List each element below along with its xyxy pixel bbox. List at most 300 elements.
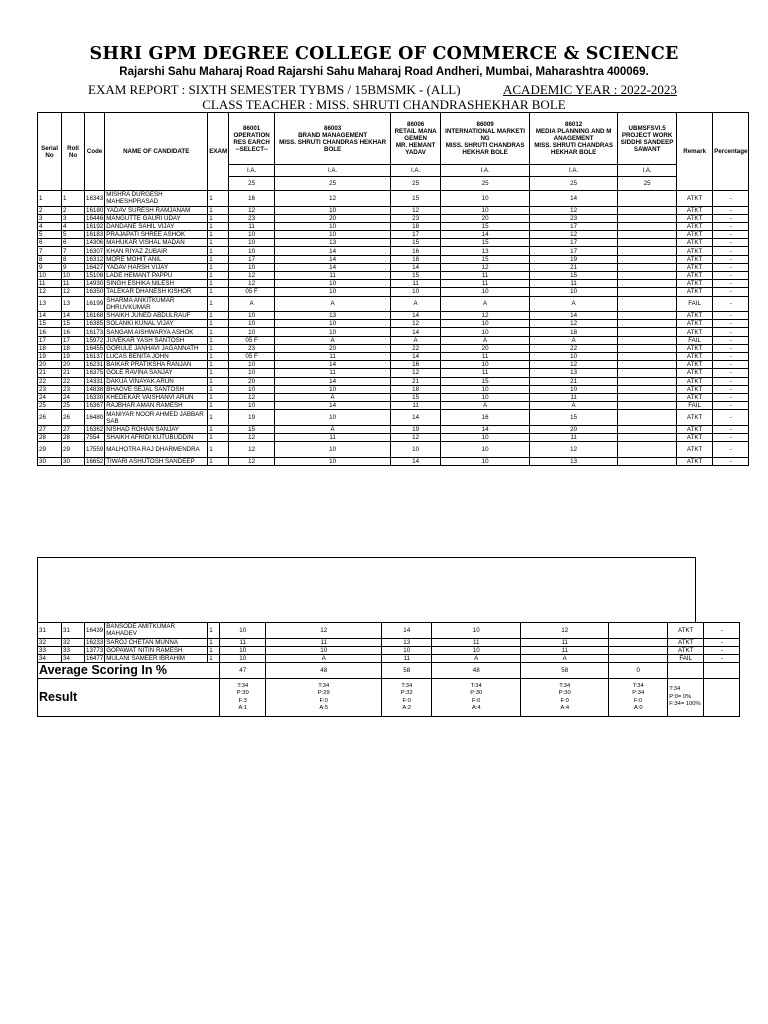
marks-cell: 10 <box>441 191 530 207</box>
average-value: 0 <box>609 663 668 679</box>
marks-cell: 14 <box>275 247 391 255</box>
percentage-cell: - <box>713 206 749 214</box>
marks-cell: 10 <box>229 320 275 328</box>
marks-cell <box>618 255 677 263</box>
marks-cell: 11 <box>275 434 391 442</box>
serial-no: 13 <box>38 296 62 312</box>
remark-cell: ATKT <box>677 231 713 239</box>
percentage-cell: - <box>713 377 749 385</box>
average-value: 47 <box>220 663 266 679</box>
marks-cell <box>618 336 677 344</box>
marks-cell <box>609 638 668 646</box>
roll-no: 26 <box>62 410 85 426</box>
table-row <box>38 646 740 654</box>
table-row <box>38 402 749 410</box>
marks-cell <box>618 239 677 247</box>
marks-cell <box>618 385 677 393</box>
candidate-name: SHAIKH JUNED ABDULRAUF <box>105 312 208 320</box>
serial-no: 15 <box>38 320 62 328</box>
empty-cell <box>668 663 704 679</box>
marks-cell: 10 <box>441 320 530 328</box>
marks-cell <box>618 344 677 352</box>
roll-no: 10 <box>62 272 85 280</box>
exam-count: 1 <box>208 288 229 296</box>
marks-cell: 10 <box>275 385 391 393</box>
roll-no: 9 <box>62 263 85 271</box>
marks-cell: 11 <box>530 280 618 288</box>
marks-cell: 12 <box>229 272 275 280</box>
remark-cell: ATKT <box>677 320 713 328</box>
marks-cell <box>618 222 677 230</box>
remark-cell: ATKT <box>668 638 704 646</box>
serial-no: 10 <box>38 272 62 280</box>
remark-cell: ATKT <box>677 272 713 280</box>
result-remark <box>668 679 704 717</box>
serial-no: 1 <box>38 191 62 207</box>
percentage-cell: - <box>713 280 749 288</box>
percentage-cell: - <box>713 353 749 361</box>
marks-cell: 10 <box>441 328 530 336</box>
exam-count: 1 <box>208 214 229 222</box>
subject-header <box>618 113 677 165</box>
exam-count: 1 <box>208 255 229 263</box>
candidate-name: MANIYAR NOOR AHMED JABBAR SAB <box>105 410 208 426</box>
marks-cell: A <box>275 336 391 344</box>
student-code: 16231 <box>86 361 104 369</box>
serial-no: 30 <box>38 457 62 465</box>
serial-no: 31 <box>38 623 62 639</box>
percentage-cell: - <box>713 385 749 393</box>
marks-cell <box>618 320 677 328</box>
marks-cell: 12 <box>530 320 618 328</box>
academic-year: ACADEMIC YEAR : 2022-2023 <box>503 82 677 97</box>
subject-title: BRAND MANAGEMENT <box>298 131 368 139</box>
marks-cell: 11 <box>275 353 391 361</box>
student-code: 15972 <box>86 336 104 344</box>
roll-no: 8 <box>62 255 85 263</box>
student-code: 16137 <box>86 353 104 361</box>
serial-no: 34 <box>38 654 62 662</box>
marks-cell: 11 <box>382 654 432 662</box>
percentage-cell: - <box>713 361 749 369</box>
roll-no: 31 <box>62 623 85 639</box>
student-code: 16439 <box>85 623 105 639</box>
marks-cell: 20 <box>229 377 275 385</box>
exam-count: 1 <box>208 336 229 344</box>
ia-label: I.A. <box>618 165 677 177</box>
roll-no: 15 <box>62 320 85 328</box>
subject-code: 86001 <box>243 124 261 132</box>
marks-cell: 14 <box>391 353 441 361</box>
result-line: A:0 <box>633 705 643 712</box>
exam-count: 1 <box>208 646 220 654</box>
subject-title: OPERATION RES EARCH <box>233 131 270 146</box>
serial-no: 22 <box>38 377 62 385</box>
serial-no: 19 <box>38 353 62 361</box>
serial-no: 16 <box>38 328 62 336</box>
marks-cell: 14 <box>530 312 618 320</box>
marks-cell: 12 <box>530 206 618 214</box>
marks-cell: 12 <box>441 312 530 320</box>
marks-cell <box>618 214 677 222</box>
marks-cell: 14 <box>275 377 391 385</box>
marks-cell <box>618 296 677 312</box>
subject-code: 86003 <box>324 124 342 132</box>
ia-label: I.A. <box>530 165 618 177</box>
candidate-name: LADE HEMANT PAPPU <box>105 272 208 280</box>
marks-cell: 15 <box>391 239 441 247</box>
student-code: 16446 <box>86 214 104 222</box>
student-code: 17559 <box>85 442 105 458</box>
serial-no: 29 <box>38 442 62 458</box>
percentage-cell: - <box>713 328 749 336</box>
result-line: A:4 <box>560 705 570 712</box>
marks-cell: A <box>391 296 441 312</box>
candidate-name: NISHAD ROHAN SANJAY <box>105 425 208 433</box>
marks-cell <box>618 288 677 296</box>
marks-cell: 18 <box>391 255 441 263</box>
average-value: 48 <box>266 663 382 679</box>
student-code: 16362 <box>86 425 104 433</box>
remark-cell: ATKT <box>677 328 713 336</box>
serial-no: 2 <box>38 206 62 214</box>
remark-cell: ATKT <box>677 214 713 222</box>
marks-cell <box>618 402 677 410</box>
marks-cell: 17 <box>229 255 275 263</box>
marks-cell: 14 <box>391 312 441 320</box>
exam-count: 1 <box>208 369 229 377</box>
marks-cell <box>618 369 677 377</box>
marks-cell: 10 <box>229 247 275 255</box>
candidate-name: TALEKAR DHANESH KISHOR <box>105 288 208 296</box>
subject-teacher: MISS. SHRUTI CHANDRAS HEKHAR BOLE <box>279 138 387 153</box>
marks-cell: 10 <box>432 623 521 639</box>
serial-no: 5 <box>38 231 62 239</box>
candidate-name: YADAV SURESH RAMJANAM <box>105 206 208 214</box>
table-row <box>38 222 749 230</box>
marks-cell <box>618 280 677 288</box>
column-header: Remark <box>677 113 713 191</box>
candidate-name: LUCAS BENITA JOHN <box>105 353 208 361</box>
percentage-cell: - <box>713 393 749 401</box>
subject-header <box>275 113 391 165</box>
percentage-cell: - <box>713 312 749 320</box>
marks-cell: 10 <box>229 328 275 336</box>
result-cell <box>220 679 266 717</box>
empty-cell <box>704 663 740 679</box>
remark-cell: FAIL <box>668 654 704 662</box>
marks-cell: 15 <box>441 255 530 263</box>
marks-cell: 20 <box>275 344 391 352</box>
marks-cell: 12 <box>229 457 275 465</box>
marks-cell: 18 <box>391 222 441 230</box>
table-row <box>38 369 749 377</box>
marks-cell: 17 <box>530 239 618 247</box>
marks-cell: A <box>275 425 391 433</box>
remark-cell: ATKT <box>677 457 713 465</box>
marks-cell <box>618 434 677 442</box>
percentage-cell: - <box>713 296 749 312</box>
exam-count: 1 <box>208 434 229 442</box>
student-code: 16343 <box>85 191 105 207</box>
candidate-name: SINGH ESHIKA NILESH <box>105 280 208 288</box>
marks-cell: 10 <box>441 361 530 369</box>
marks-cell: 17 <box>530 222 618 230</box>
table-row <box>38 239 749 247</box>
result-line: T:34 <box>318 682 330 689</box>
result-line: A:4 <box>471 705 481 712</box>
result-line: P:30 <box>558 690 571 697</box>
table-row <box>38 320 749 328</box>
exam-count: 1 <box>208 222 229 230</box>
marks-cell <box>618 191 677 207</box>
exam-count: 1 <box>208 442 229 458</box>
remark-cell: ATKT <box>677 393 713 401</box>
marks-cell <box>618 312 677 320</box>
candidate-name: TIWARI ASHUTOSH SANDEEP <box>105 457 208 465</box>
roll-no: 24 <box>62 393 85 401</box>
marks-cell: 13 <box>530 457 618 465</box>
marks-cell: 20 <box>441 214 530 222</box>
table-row <box>38 393 749 401</box>
marks-cell: 10 <box>432 646 521 654</box>
marks-cell: 11 <box>441 369 530 377</box>
marks-table <box>37 112 749 466</box>
serial-no: 17 <box>38 336 62 344</box>
ia-label: I.A. <box>391 165 441 177</box>
roll-no: 4 <box>62 222 85 230</box>
subject-teacher: --SELECT-- <box>235 145 268 153</box>
serial-no: 11 <box>38 280 62 288</box>
marks-cell: 10 <box>229 263 275 271</box>
roll-no: 29 <box>62 442 85 458</box>
candidate-name: GOLE RAVINA SANJAY <box>105 369 208 377</box>
marks-cell: 15 <box>441 377 530 385</box>
max-marks: 25 <box>618 177 677 191</box>
serial-no: 3 <box>38 214 62 222</box>
average-value: 48 <box>432 663 521 679</box>
serial-no: 20 <box>38 361 62 369</box>
marks-cell: A <box>441 336 530 344</box>
marks-cell: 15 <box>391 191 441 207</box>
marks-cell: 21 <box>530 263 618 271</box>
marks-cell: 10 <box>391 288 441 296</box>
college-address: Rajarshi Sahu Maharaj Road Rajarshi Sahu Maharaj Road Andheri, Mumbai, Maharashtra 400069. <box>119 66 649 78</box>
marks-cell: 18 <box>530 328 618 336</box>
serial-no: 6 <box>38 239 62 247</box>
subject-code: 86012 <box>565 121 583 128</box>
candidate-name: BHAGVE SEJAL SANTOSH <box>105 385 208 393</box>
roll-no: 33 <box>62 646 85 654</box>
roll-no: 25 <box>62 402 85 410</box>
subject-teacher: SIDDHI SANDEEP SAWANT <box>620 138 674 153</box>
subject-title: INTERNATIONAL MARKETI NG <box>445 128 526 142</box>
marks-cell: A <box>530 402 618 410</box>
table-row <box>38 214 749 222</box>
candidate-name: KHEDEKAR VAISHANVI ARUN <box>105 393 208 401</box>
marks-cell: 20 <box>275 214 391 222</box>
table-row <box>38 312 749 320</box>
marks-cell: 11 <box>441 353 530 361</box>
student-code: 16330 <box>86 394 104 402</box>
exam-count: 1 <box>208 206 229 214</box>
marks-cell: A <box>530 336 618 344</box>
candidate-name: YADAV HARSH VIJAY <box>105 263 208 271</box>
table-row <box>38 255 749 263</box>
marks-cell: 10 <box>275 442 391 458</box>
max-marks: 25 <box>391 177 441 191</box>
exam-count: 1 <box>208 654 220 662</box>
marks-cell: 10 <box>441 457 530 465</box>
column-header: Code <box>85 113 105 191</box>
serial-no: 23 <box>38 385 62 393</box>
candidate-name: MANGUTTE GAURI UDAY <box>105 214 208 222</box>
college-title: SHRI GPM DEGREE COLLEGE OF COMMERCE & SCIENCE <box>89 44 679 64</box>
marks-cell: 10 <box>229 361 275 369</box>
subject-header <box>229 113 275 165</box>
candidate-name: JUVEKAR YASH SANTOSH <box>105 336 208 344</box>
exam-count: 1 <box>208 425 229 433</box>
percentage-cell: - <box>713 222 749 230</box>
table-row <box>38 272 749 280</box>
roll-no: 19 <box>62 353 85 361</box>
remark-cell: ATKT <box>677 425 713 433</box>
marks-cell: 19 <box>391 425 441 433</box>
marks-cell: 10 <box>530 385 618 393</box>
exam-count: 1 <box>208 320 229 328</box>
marks-cell: 12 <box>521 623 609 639</box>
candidate-name: SHAIKH AFRIDI KUTUBUDDIN <box>105 434 208 442</box>
candidate-name: MAHUKAR VISHAL MADAN <box>105 239 208 247</box>
marks-cell: 11 <box>229 222 275 230</box>
marks-cell: 22 <box>530 344 618 352</box>
average-value: 58 <box>521 663 609 679</box>
result-line: T:34 <box>559 682 571 689</box>
marks-cell: 10 <box>220 623 266 639</box>
marks-cell: 14 <box>275 263 391 271</box>
remark-cell: ATKT <box>677 222 713 230</box>
exam-count: 1 <box>208 344 229 352</box>
result-line: F:0 <box>472 697 481 704</box>
subject-header <box>441 113 530 165</box>
exam-count: 1 <box>208 410 229 426</box>
marks-cell: 14 <box>275 402 391 410</box>
result-line: A:2 <box>402 705 412 712</box>
subject-teacher: MISS. SHRUTI CHANDRAS HEKHAR BOLE <box>534 142 613 156</box>
marks-cell: 10 <box>275 231 391 239</box>
marks-cell: 16 <box>229 191 275 207</box>
table-row <box>38 231 749 239</box>
exam-count: 1 <box>208 457 229 465</box>
marks-cell: 10 <box>275 206 391 214</box>
marks-cell: 19 <box>229 410 275 426</box>
serial-no: 14 <box>38 312 62 320</box>
roll-no: 11 <box>62 280 85 288</box>
marks-cell: 17 <box>391 231 441 239</box>
column-header: NAME OF CANDIDATE <box>105 113 208 191</box>
marks-cell: 10 <box>275 288 391 296</box>
marks-cell: 11 <box>432 638 521 646</box>
table-row <box>38 353 749 361</box>
exam-count: 1 <box>208 280 229 288</box>
marks-cell <box>618 393 677 401</box>
marks-cell: 11 <box>275 272 391 280</box>
marks-cell <box>618 457 677 465</box>
candidate-name: MORE MOHIT ANIL <box>105 255 208 263</box>
marks-cell: 20 <box>441 344 530 352</box>
candidate-name: BAIKAR PRATIKSHA RANJAN <box>105 361 208 369</box>
table-row <box>38 247 749 255</box>
marks-cell: 15 <box>441 222 530 230</box>
exam-count: 1 <box>208 191 229 207</box>
remark-cell: ATKT <box>677 191 713 207</box>
percentage-cell: - <box>704 623 740 639</box>
table-row <box>38 206 749 214</box>
exam-report-title: EXAM REPORT : SIXTH SEMESTER TYBMS / 15BMSMK - (ALL) <box>88 82 461 97</box>
candidate-name: SANGAM AISHWARYA ASHOK <box>105 328 208 336</box>
remark-cell: ATKT <box>677 239 713 247</box>
marks-cell: 10 <box>441 393 530 401</box>
exam-count: 1 <box>208 272 229 280</box>
serial-no: 9 <box>38 263 62 271</box>
result-line: P:32 <box>400 690 413 697</box>
result-line: P:30 <box>236 690 249 697</box>
serial-no: 18 <box>38 344 62 352</box>
ia-label: I.A. <box>275 165 391 177</box>
table-row <box>38 434 749 442</box>
result-cell <box>432 679 521 717</box>
percentage-cell: - <box>713 231 749 239</box>
percentage-cell: - <box>713 239 749 247</box>
marks-cell: 12 <box>530 442 618 458</box>
remark-cell: ATKT <box>677 263 713 271</box>
table-row <box>38 191 749 207</box>
marks-cell: 23 <box>229 214 275 222</box>
serial-no: 7 <box>38 247 62 255</box>
candidate-name: PRAJAPATI SHREE ASHOK <box>105 231 208 239</box>
marks-cell: 10 <box>275 410 391 426</box>
column-header: Percentage <box>713 113 749 191</box>
student-code: 16480 <box>85 410 105 426</box>
serial-no: 12 <box>38 288 62 296</box>
marks-cell: 11 <box>530 434 618 442</box>
marks-cell: 12 <box>266 623 382 639</box>
remark-cell: ATKT <box>677 312 713 320</box>
remark-cell: ATKT <box>677 353 713 361</box>
ia-label: I.A. <box>441 165 530 177</box>
marks-cell: 14 <box>391 457 441 465</box>
marks-cell: 15 <box>530 410 618 426</box>
roll-no: 34 <box>62 654 85 662</box>
remark-cell: ATKT <box>677 280 713 288</box>
marks-cell <box>618 425 677 433</box>
table-row <box>38 425 749 433</box>
marks-cell: 05 F <box>229 353 275 361</box>
marks-cell: 14 <box>382 623 432 639</box>
table-row <box>38 385 749 393</box>
marks-cell: 11 <box>266 638 382 646</box>
result-line: T:34 <box>401 682 413 689</box>
table-row <box>38 654 740 662</box>
marks-cell: 10 <box>441 206 530 214</box>
marks-cell: A <box>441 296 530 312</box>
student-code: 16307 <box>86 247 104 255</box>
serial-no: 27 <box>38 425 62 433</box>
roll-no: 3 <box>62 214 85 222</box>
remark-cell: ATKT <box>677 361 713 369</box>
student-code: 16350 <box>86 288 104 296</box>
result-line: A:5 <box>319 705 329 712</box>
